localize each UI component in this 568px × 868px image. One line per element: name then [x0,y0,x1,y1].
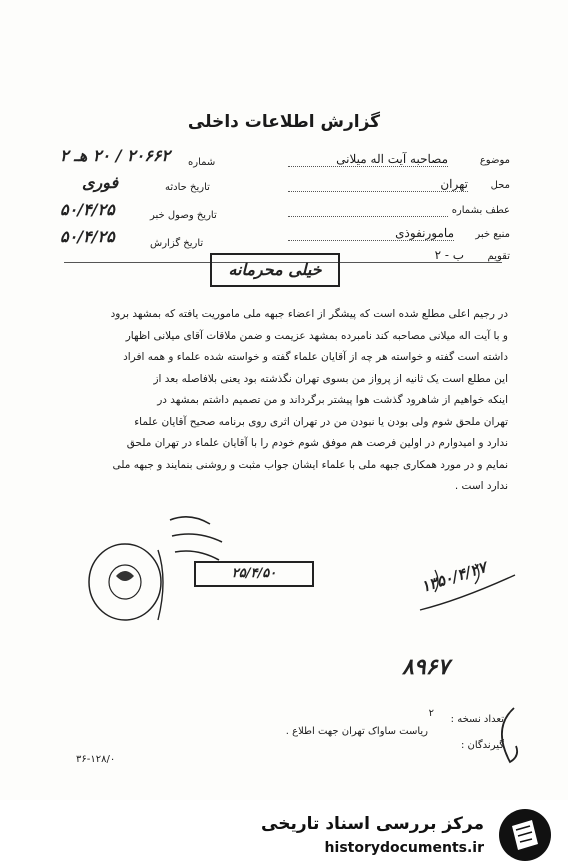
source-label: منبع خبر [475,229,510,240]
number-value: ۲۰۶۶۲ / ۲۰ هـ ۲ [60,146,170,165]
body-line: ندارد است . [454,480,508,492]
place-value: تهران [288,177,468,192]
recipient-line: ریاست ساواک تهران جهت اطلاع . [285,726,428,737]
classification-stamp [210,253,340,287]
place-label: محل [490,180,510,191]
reference-value [288,203,448,217]
date-stamp [194,561,314,587]
signature-graphic [415,560,525,620]
report-body [72,304,508,498]
incident-date-value: فوری [82,173,119,192]
number-label: شماره [188,157,216,168]
watermark-title: مرکز بررسی اسناد تاریخی [261,814,484,834]
footer-bracket-mark [492,704,522,766]
reference-label: عطف بشماره [451,205,510,216]
report-date-value: ۵۰/۴/۲۵ [60,227,115,246]
received-date-label: تاریخ وصول خبر [150,210,217,221]
body-line: این مطلع است یک ثانیه از پرواز من بسوی تهران نگذشته بود یعنی بلافاصله بعد از [153,372,508,385]
document-title: گزارش اطلاعات داخلی [187,112,381,132]
watermark-site: historydocuments.ir [324,840,484,856]
evaluation-value: ب - ۲ [434,248,464,262]
body-line: تهران ملحق شوم ولی بودن یا نبودن من در تهران اثری روی برنامه صحیح آقایان علماء [134,415,508,428]
date-stamp-text: ۲۵/۴/۵۰ [231,566,277,581]
copies-count: ۲ [428,708,434,719]
received-date-value: ۵۰/۴/۲۵ [60,200,115,219]
body-line: داشته است گفته و خواسته هر چه از آقایان علماء گفته و خواسته شده علماء و همه افراد [123,351,508,363]
subject-label: موضوع [479,155,510,166]
handwritten-number: ۸۹۶۷ [402,654,450,680]
archive-logo-icon [496,806,554,864]
body-line: نمایم و در مورد همکاری جبهه ملی با علماء ایشان جواب مثبت و روشنی بنمایند و جبهه ملی [112,458,508,471]
source-value: مامورنفوذی [288,226,454,241]
report-date-label: تاریخ گزارش [150,238,204,249]
subject-value: مصاحبه آیت اله میلانی [288,152,448,167]
body-line: ندارد و امیدوارم در اولین فرصت هم موفق شوم خودم را با آقایان علماء در تهران ملحق [126,437,508,449]
copies-label: تعداد نسخه : [450,714,504,725]
body-line: در رجیم اعلی مطلع شده است که پیشگر از اعضاء جبهه ملی ماموریت یافته که بمشهد برود [110,308,508,320]
form-code: ۳۶-۱۲۸/۰ [76,754,116,765]
incident-date-label: تاریخ حادثه [165,182,210,193]
watermark-banner [0,800,568,868]
body-line: اینکه خواهیم از شاهرود گذشت هوا پیشتر برگرداند و من تصمیم داشتم بمشهد در [157,394,508,406]
body-line: و با آیت اله میلانی مصاحبه کند نامبرده بمشهد عزیمت و ضمن ملاقات آقای میلانی اظهار [125,329,508,342]
evaluation-label: تقویم [487,251,510,262]
recipients-label: گیرندگان : [460,740,504,751]
classification-stamp-text: خیلی محرمانه [228,260,322,279]
handwritten-date: ۱۳۵۰/۴/۲۷ [418,558,489,596]
